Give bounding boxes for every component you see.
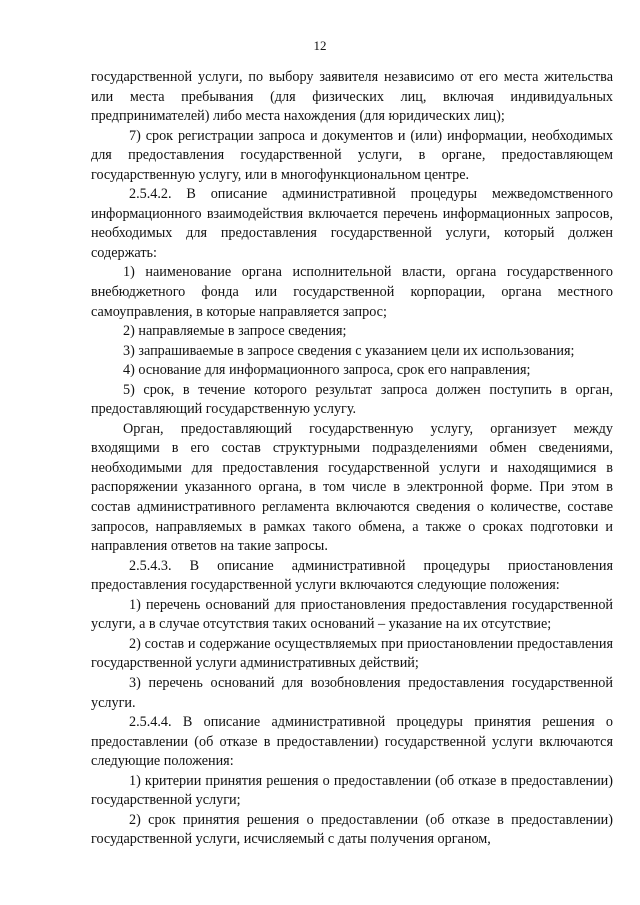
paragraph: 2.5.4.3. В описание административной процедуры приостановления предоставления государственной услуги включаются следующие положения: — [91, 557, 613, 594]
document-body — [91, 68, 613, 850]
list-item: 3) запрашиваемые в запросе сведения с указанием цели их использования; — [123, 342, 575, 359]
list-item: 1) перечень оснований для приостановления предоставления государственной услуги, а в случае отсутствия таких оснований – указание на их отсутствие; — [91, 596, 613, 633]
list-item: 2) направляемые в запросе сведения; — [123, 323, 347, 340]
paragraph: государственной услуги, по выбору заявителя независимо от его места жительства или места пребывания (для физических лиц, включая индивидуальных предпринимателей) либо места нахождения (для юридических лиц); — [91, 69, 613, 125]
list-item: 2) срок принятия решения о предоставлении (об отказе в предоставлении) государственной услуги, исчисляемый с даты получения органом, — [91, 811, 613, 848]
list-item: 4) основание для информационного запроса, срок его направления; — [123, 362, 531, 379]
paragraph: Орган, предоставляющий государственную услугу, организует между входящими в его состав структурными подразделениями обмен сведениями, необходимыми для предоставления государственной услуги и находящимися в распоряжении указанного органа, в том числе в электронной форме. При этом в состав административного регламента включаются сведения о количестве, составе запросов, направляемых в рамках такого обмена, а также о сроках подготовки и направления ответов на такие запросы. — [91, 420, 613, 555]
paragraph: 7) срок регистрации запроса и документов и (или) информации, необходимых для предоставления государственной услуги, в органе, предоставляющем государственную услугу, или в многофункциональном центре. — [91, 127, 613, 183]
list-item: 5) срок, в течение которого результат запроса должен поступить в орган, предоставляющий государственную услугу. — [91, 381, 613, 418]
list-item: 1) наименование органа исполнительной власти, органа государственного внебюджетного фонда или государственной корпорации, органа местного самоуправления, в которые направляется запрос; — [91, 264, 613, 320]
paragraph: 2.5.4.2. В описание административной процедуры межведомственного информационного взаимодействия включается перечень информационных запросов, необходимых для предоставления государственной услуги, который должен содержать: — [91, 186, 613, 261]
list-item: 2) состав и содержание осуществляемых при приостановлении предоставления государственной услуги административных действий; — [91, 635, 613, 672]
list-item: 3) перечень оснований для возобновления предоставления государственной услуги. — [91, 674, 613, 711]
page-number: 12 — [313, 38, 327, 53]
paragraph: 2.5.4.4. В описание административной процедуры принятия решения о предоставлении (об отказе в предоставлении) государственной услуги включаются следующие положения: — [91, 714, 613, 770]
list-item: 1) критерии принятия решения о предоставлении (об отказе в предоставлении) государственной услуги; — [91, 772, 613, 809]
